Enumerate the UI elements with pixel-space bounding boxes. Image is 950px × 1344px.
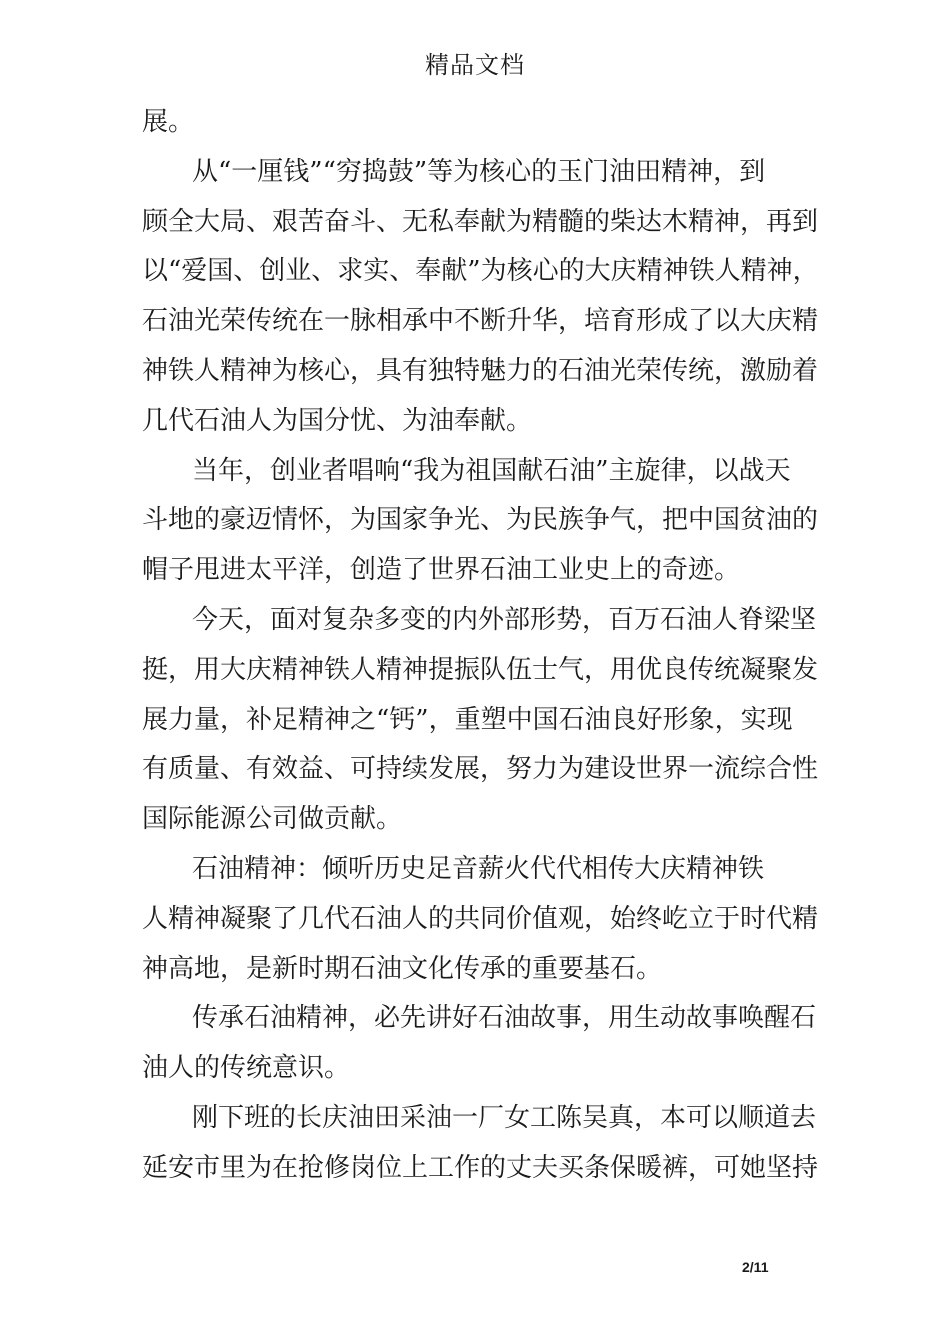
text-line: 石油精神：倾听历史足音薪火代代相传大庆精神铁 xyxy=(192,853,765,884)
text-line: 帽子甩进太平洋，创造了世界石油工业史上的奇迹。 xyxy=(142,555,741,586)
text-line: 刚下班的长庆油田采油一厂女工陈吴真，本可以顺道去 xyxy=(192,1102,817,1133)
text-line: 几代石油人为国分忧、为油奉献。 xyxy=(142,405,533,436)
text-line: 神铁人精神为核心，具有独特魅力的石油光荣传统，激励着 xyxy=(142,355,819,386)
text-line: 以“爱国、创业、求实、奉献”为核心的大庆精神铁人精神， xyxy=(142,256,819,287)
text-line: 延安市里为在抢修岗位上工作的丈夫买条保暖裤，可她坚持 xyxy=(142,1152,819,1183)
text-line: 神高地，是新时期石油文化传承的重要基石。 xyxy=(142,953,663,984)
text-line: 油人的传统意识。 xyxy=(142,1053,351,1084)
document-body xyxy=(142,98,819,1194)
text-line: 当年，创业者唱响“我为祖国献石油”主旋律，以战天 xyxy=(192,455,791,486)
text-line: 石油光荣传统在一脉相承中不断升华，培育形成了以大庆精 xyxy=(142,306,819,337)
text-line: 从“一厘钱”“穷捣鼓”等为核心的玉门油田精神，到 xyxy=(192,156,766,187)
text-line: 今天，面对复杂多变的内外部形势，百万石油人脊梁坚 xyxy=(192,604,817,635)
text-line: 挺，用大庆精神铁人精神提振队伍士气，用优良传统凝聚发 xyxy=(142,654,819,685)
text-line: 人精神凝聚了几代石油人的共同价值观，始终屹立于时代精 xyxy=(142,903,819,934)
text-line: 斗地的豪迈情怀，为国家争光、为民族争气，把中国贫油的 xyxy=(142,505,819,536)
text-line: 传承石油精神，必先讲好石油故事，用生动故事唤醒石 xyxy=(192,1003,817,1034)
text-line: 展。 xyxy=(142,107,195,137)
text-line: 国际能源公司做贡献。 xyxy=(142,804,403,835)
page-number: 2/11 xyxy=(742,1259,769,1275)
text-line: 展力量，补足精神之“钙”，重塑中国石油良好形象，实现 xyxy=(142,704,793,735)
text-line: 有质量、有效益、可持续发展，努力为建设世界一流综合性 xyxy=(142,754,819,785)
page-header-title: 精品文档 xyxy=(425,51,525,79)
text-line: 顾全大局、艰苦奋斗、无私奉献为精髓的柴达木精神，再到 xyxy=(142,206,819,237)
